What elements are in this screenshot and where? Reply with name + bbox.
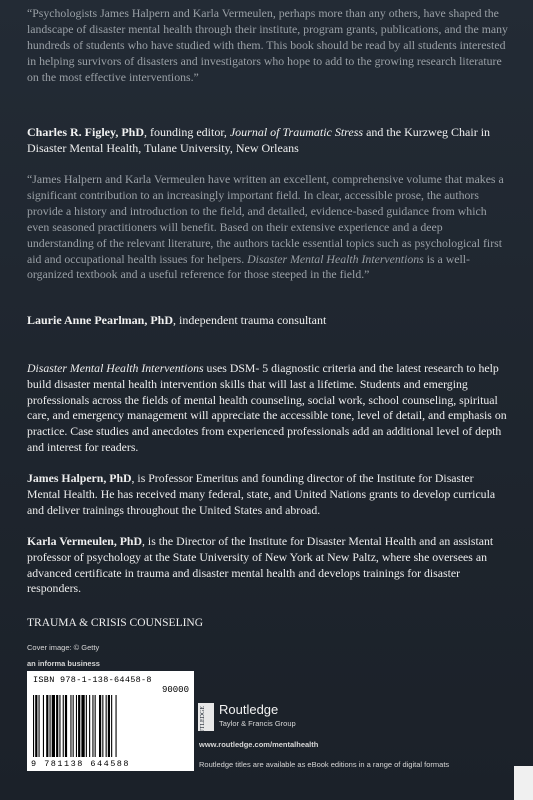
isbn-label: ISBN 978-1-138-64458-8 bbox=[33, 675, 152, 685]
barcode-bar bbox=[106, 695, 107, 757]
barcode-bar bbox=[50, 695, 51, 757]
quote-figley: “Psychologists James Halpern and Karla Vermeulen, perhaps more than any others, have shaped the landscape of disaster mental health through their institute, program grants, publications, and the many hundreds of students who have studied with them. This book should be read by all students interested in helping survivors of disasters and investigators who hope to add to the growing research literature on the most effective interventions.” bbox=[27, 6, 508, 84]
barcode-bar bbox=[63, 695, 64, 757]
informa-tagline: an informa business bbox=[27, 659, 100, 668]
attribution-pearlman: Laurie Anne Pearlman, PhD, independent trauma consultant bbox=[27, 313, 327, 327]
barcode-bar bbox=[39, 695, 40, 757]
barcode-bar bbox=[43, 695, 44, 757]
ebook-note: Routledge titles are available as eBook editions in a range of digital formats bbox=[199, 760, 450, 769]
cover-image-credit: Cover image: © Getty bbox=[27, 643, 100, 652]
barcode-bar bbox=[86, 695, 87, 757]
price-code: 90000 bbox=[161, 685, 189, 695]
book-title-inline: Disaster Mental Health Interventions bbox=[27, 361, 204, 375]
author-name: James Halpern, PhD bbox=[27, 471, 132, 485]
routledge-logo-icon: ROUTLEDGE bbox=[198, 703, 214, 731]
attribution-name: Laurie Anne Pearlman, PhD bbox=[27, 313, 173, 327]
attribution-figley: Charles R. Figley, PhD, founding editor, Journal of Traumatic Stress and the Kurzweg Chair in Disaster Mental Health, Tulane University, New Orleans bbox=[27, 125, 491, 155]
barcode-bar bbox=[95, 695, 96, 757]
barcode-bars bbox=[33, 695, 188, 757]
author-bio-halpern: James Halpern, PhD, is Professor Emeritus and founding director of the Institute for Disaster Mental Health. He has received many federal, state, and United Nations grants to develop curricula and deliver trainings throughout the United States and abroad. bbox=[27, 471, 496, 517]
barcode-bar bbox=[46, 695, 48, 757]
barcode-bar bbox=[81, 695, 84, 757]
author-name: Karla Vermeulen, PhD bbox=[27, 534, 143, 548]
barcode-bar bbox=[108, 695, 110, 757]
barcode-bar bbox=[99, 695, 101, 757]
barcode-bar bbox=[59, 695, 60, 757]
barcode-bar bbox=[33, 695, 34, 757]
book-description: Disaster Mental Health Interventions uses DSM- 5 diagnostic criteria and the latest research to help build disaster mental health intervention skills that will last a lifetime. Students and emerging professionals across the fields of mental health counseling, social work, school counseling, spiritual care, and emergency management will appreciate the accessible tone, level of detail, and emphasis on practice. Case studies and anecdotes from experienced professionals add an additional level of depth and interest for readers. bbox=[27, 361, 507, 454]
journal-title: Journal of Traumatic Stress bbox=[229, 125, 364, 139]
barcode-bar bbox=[56, 695, 58, 757]
ean-number: 9 781138 644588 bbox=[31, 759, 131, 769]
barcode-bar bbox=[35, 695, 37, 757]
publisher-url[interactable]: www.routledge.com/mentalhealth bbox=[199, 740, 319, 749]
barcode-bar bbox=[76, 695, 77, 757]
publisher-group: Taylor & Francis Group bbox=[219, 719, 296, 728]
barcode-bar bbox=[89, 695, 90, 757]
quote-pearlman: “James Halpern and Karla Vermeulen have written an excellent, comprehensive volume that makes a significant contribution to an increasingly important field. In clear, accessible prose, the authors provide a history and introduction to the field, and detailed, evidence-based guidance from which even seasoned practitioners will benefit. Based on their extensive experience and a deep understanding of the relevant literature, the authors tackle essential topics such as psychological first aid and occupational health issues for helpers. Disaster Mental Health Interventions is a well-organized textbook and a useful reference for those steeped in the field.” bbox=[27, 172, 504, 282]
attribution-name: Charles R. Figley, PhD bbox=[27, 125, 144, 139]
barcode-bar bbox=[52, 695, 55, 757]
barcode-bar bbox=[73, 695, 74, 757]
publisher-name: Routledge bbox=[219, 702, 279, 717]
category-label: TRAUMA & CRISIS COUNSELING bbox=[27, 617, 204, 629]
barcode-bar bbox=[92, 695, 93, 757]
barcode-bar bbox=[102, 695, 103, 757]
barcode-bar bbox=[78, 695, 80, 757]
book-title-inline: Disaster Mental Health Interventions bbox=[247, 251, 424, 266]
isbn-barcode bbox=[27, 671, 194, 771]
author-bio-vermeulen: Karla Vermeulen, PhD, is the Director of the Institute for Disaster Mental Health and an assistant professor of psychology at the State University of New York at New Paltz, where she oversees an advanced certificate in trauma and disaster mental health and develops trainings for disaster responders. bbox=[27, 534, 494, 596]
corner-strip bbox=[514, 766, 533, 800]
barcode-bar bbox=[65, 695, 67, 757]
barcode-bar bbox=[111, 695, 112, 757]
barcode-bar bbox=[116, 695, 117, 757]
barcode-bar bbox=[70, 695, 71, 757]
